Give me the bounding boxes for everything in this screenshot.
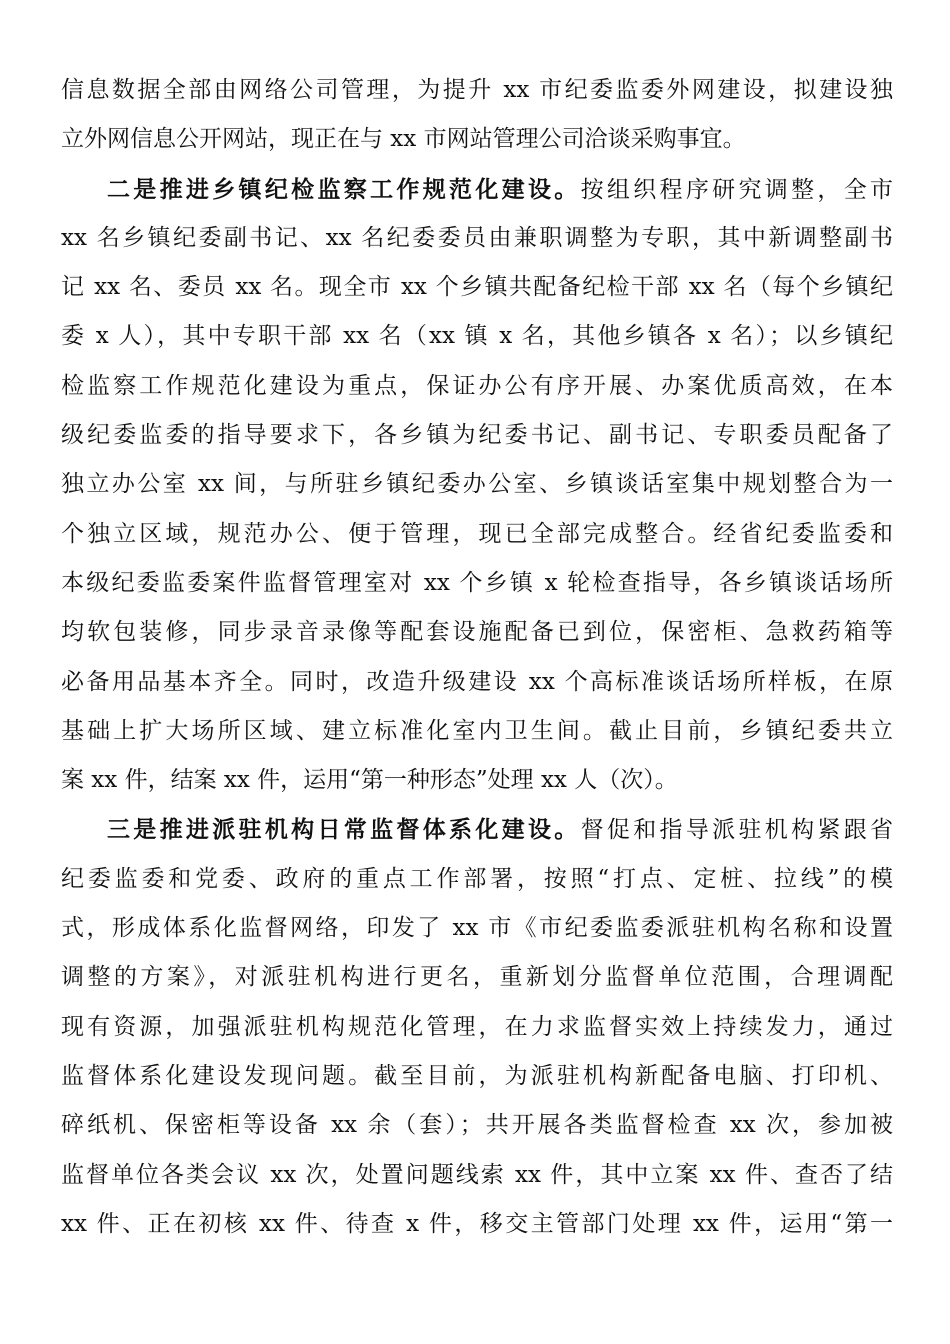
text-line: 现有资源，加强派驻机构规范化管理，在力求监督实效上持续发力，通过	[61, 1013, 893, 1040]
text-line: 本级纪委监委案件监督管理室对 xx 个乡镇 x 轮检查指导，各乡镇谈话场所	[61, 569, 893, 596]
body-text	[61, 66, 893, 1249]
text-line: 案 xx 件，结案 xx 件，运用“第一种形态”处理 xx 人（次）。	[61, 767, 678, 794]
text-line: 信息数据全部由网络公司管理，为提升 xx 市纪委监委外网建设，拟建设独	[61, 77, 893, 103]
text-line: 调整的方案》，对派驻机构进行更名，重新划分监督单位范围，合理调配	[61, 964, 893, 991]
paragraph-3	[61, 805, 893, 1249]
text-line: 碎纸机、保密柜等设备 xx 余（套）；共开展各类监督检查 xx 次，参加被	[61, 1112, 893, 1139]
text-line: 立外网信息公开网站，现正在与 xx 市网站管理公司洽谈采购事宜。	[61, 126, 746, 153]
text-line: 二是推进乡镇纪检监察工作规范化建设。按组织程序研究调整，全市	[107, 175, 893, 203]
text-line: 个独立区域，规范办公、便于管理，现已全部完成整合。经省纪委监委和	[61, 520, 893, 547]
text-line: 基础上扩大场所区域、建立标准化室内卫生间。截止目前，乡镇纪委共立	[61, 717, 893, 744]
text-line: 监督单位各类会议 xx 次，处置问题线索 xx 件，其中立案 xx 件、查否了结	[61, 1161, 893, 1188]
paragraph-2	[61, 165, 893, 806]
paragraph-heading: 三是推进派驻机构日常监督体系化建设。	[107, 816, 581, 844]
paragraph-heading: 二是推进乡镇纪检监察工作规范化建设。	[107, 175, 581, 203]
text-line: 监督体系化建设发现问题。截至目前，为派驻机构新配备电脑、打印机、	[61, 1062, 893, 1089]
text-line: xx 名乡镇纪委副书记、xx 名纪委委员由兼职调整为专职，其中新调整副书	[61, 224, 893, 251]
text-line: xx 件、正在初核 xx 件、待查 x 件，移交主管部门处理 xx 件，运用“第一	[61, 1210, 893, 1237]
text-line: 级纪委监委的指导要求下，各乡镇为纪委书记、副书记、专职委员配备了	[61, 422, 893, 449]
paragraph-1	[61, 66, 893, 165]
text-line: 检监察工作规范化建设为重点，保证办公有序开展、办案优质高效，在本	[61, 372, 893, 399]
text-line: 记 xx 名、委员 xx 名。现全市 xx 个乡镇共配备纪检干部 xx 名（每个乡镇纪	[61, 274, 893, 301]
text-line: 三是推进派驻机构日常监督体系化建设。督促和指导派驻机构紧跟省	[107, 816, 893, 844]
text-line: 纪委监委和党委、政府的重点工作部署，按照“打点、定桩、拉线”的模	[61, 865, 893, 892]
text-line: 均软包装修，同步录音录像等配套设施配备已到位，保密柜、急救药箱等	[61, 619, 893, 646]
text-line: 独立办公室 xx 间，与所驻乡镇纪委办公室、乡镇谈话室集中规划整合为一	[61, 471, 893, 498]
text-line: 委 x 人），其中专职干部 xx 名（xx 镇 x 名，其他乡镇各 x 名）；以乡镇纪	[61, 323, 893, 350]
text-line: 必备用品基本齐全。同时，改造升级建设 xx 个高标准谈话场所样板，在原	[61, 668, 893, 695]
text-line: 式，形成体系化监督网络，印发了 xx 市《市纪委监委派驻机构名称和设置	[61, 915, 893, 942]
